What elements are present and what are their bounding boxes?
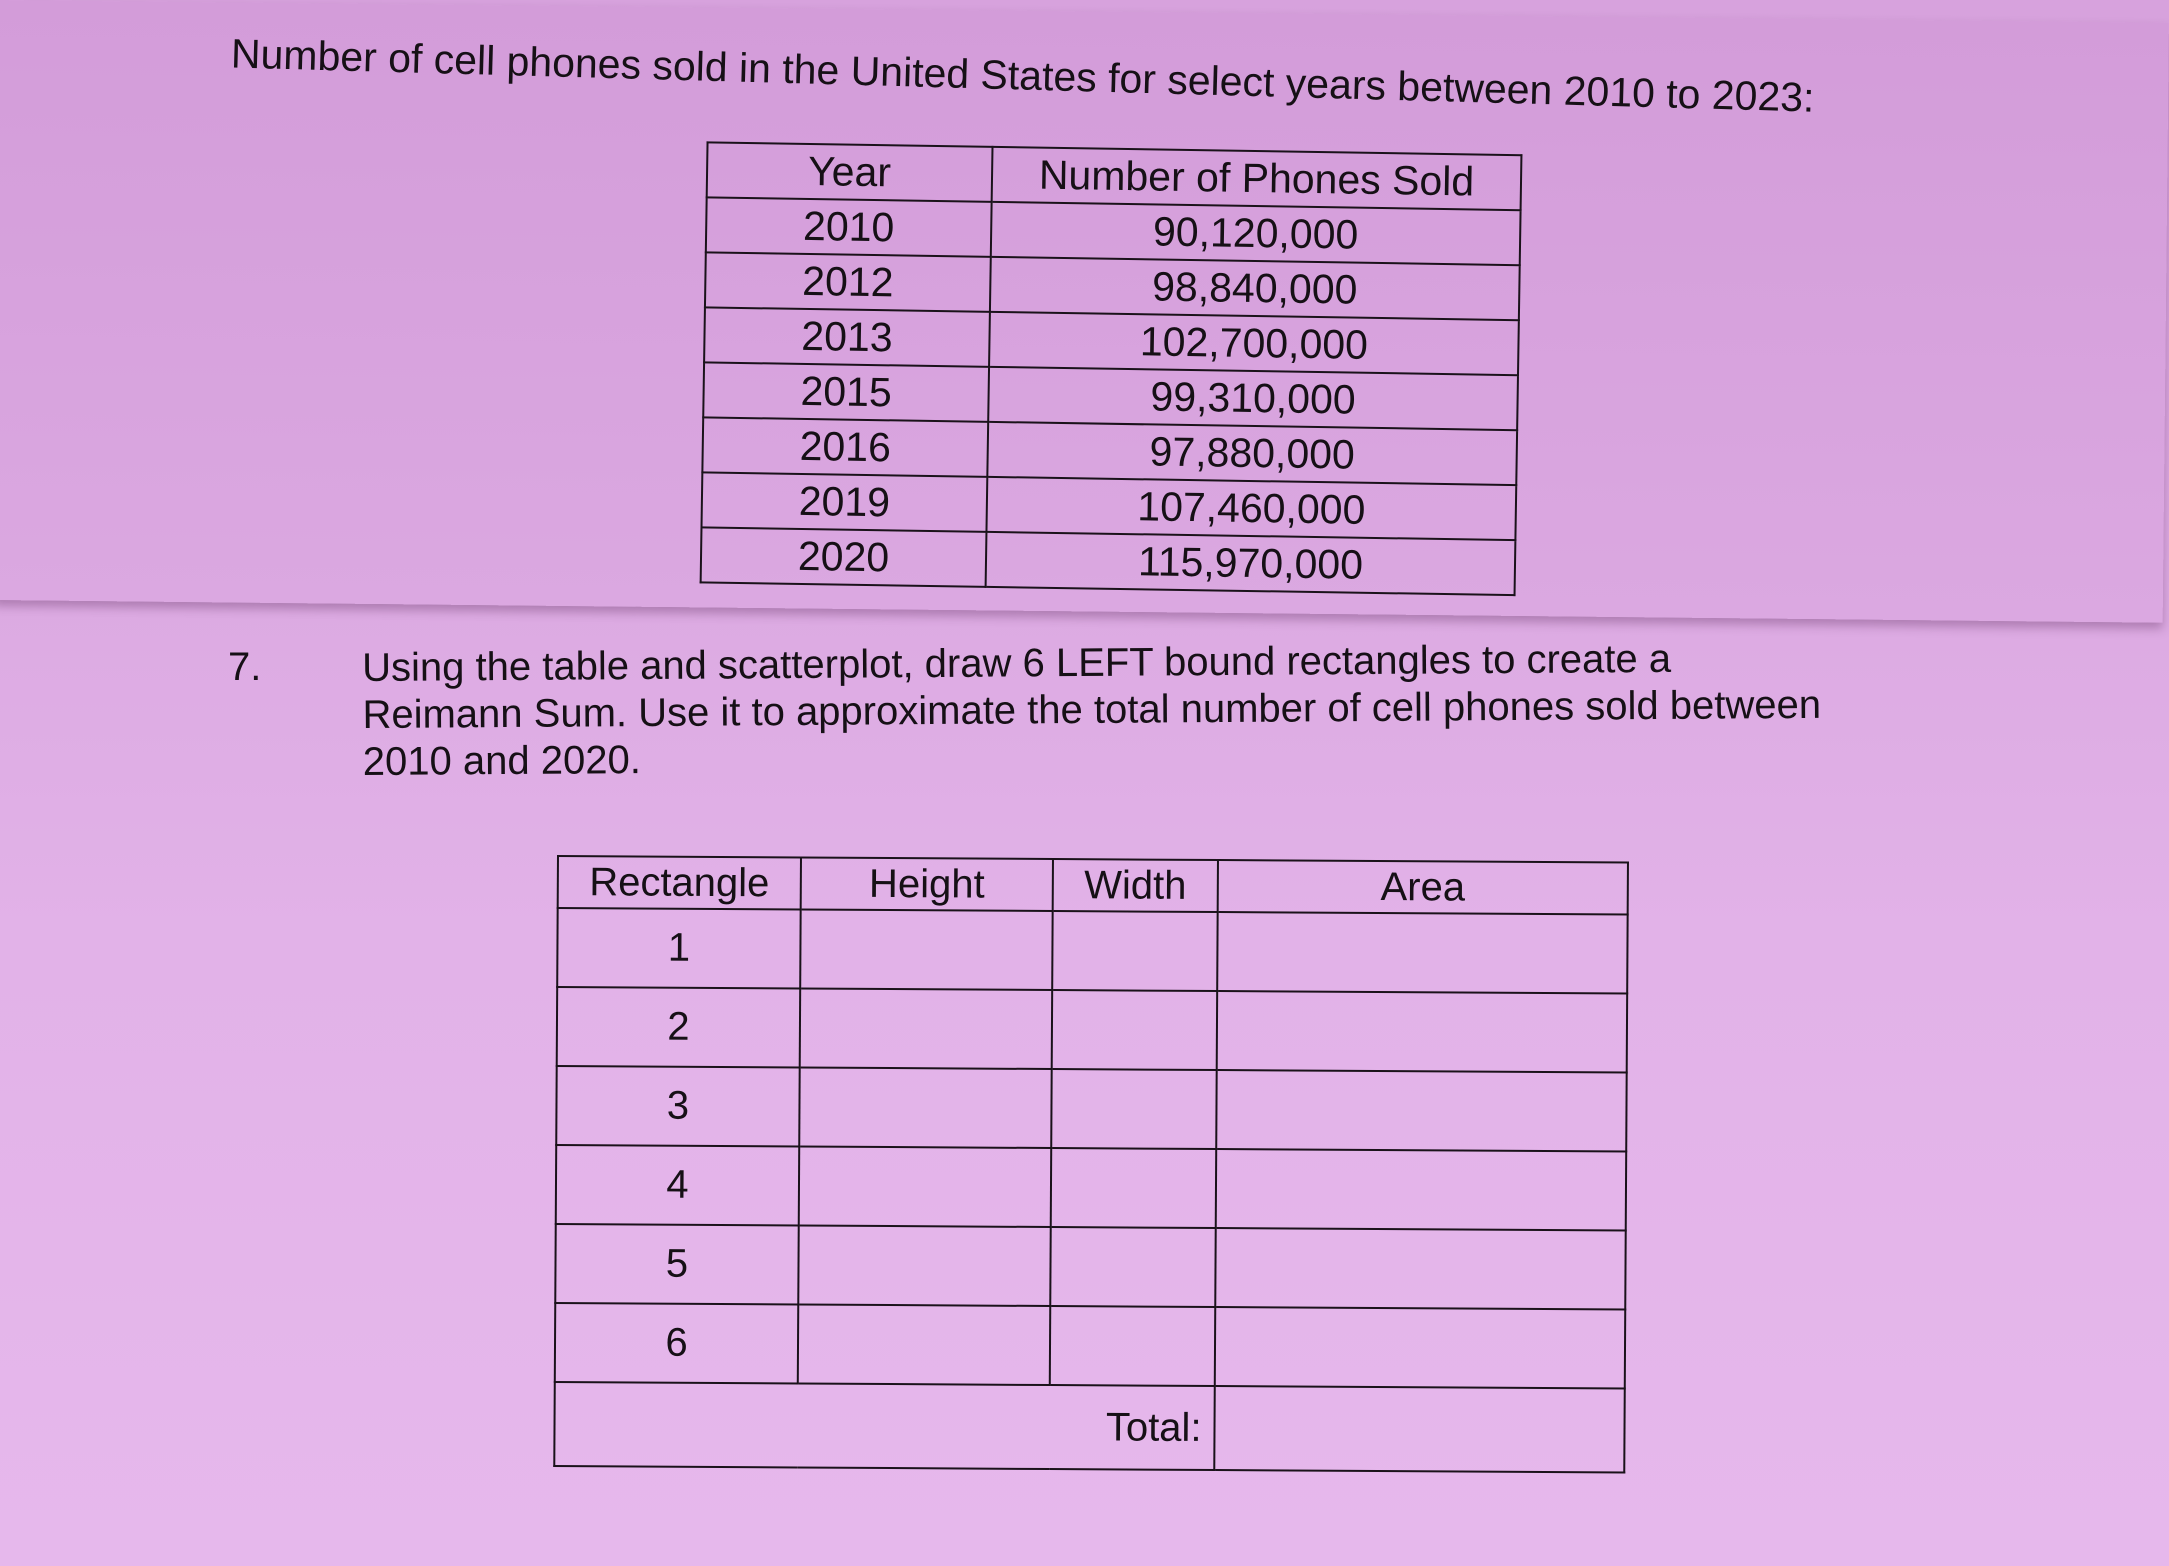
phones-cell: 97,880,000 xyxy=(987,422,1517,485)
table-row xyxy=(557,987,1627,1073)
question-number: 7. xyxy=(228,645,262,689)
table-row xyxy=(556,1066,1626,1152)
area-cell[interactable] xyxy=(1216,1149,1626,1231)
area-cell[interactable] xyxy=(1216,1070,1626,1152)
phones-cell: 107,460,000 xyxy=(986,477,1516,540)
area-cell[interactable] xyxy=(1215,1228,1625,1310)
table-row xyxy=(556,1145,1626,1231)
width-cell[interactable] xyxy=(1050,1306,1215,1386)
header-height: Height xyxy=(801,857,1053,911)
table-row xyxy=(555,1303,1625,1389)
header-area: Area xyxy=(1218,860,1628,915)
total-label: Total: xyxy=(554,1382,1215,1470)
phones-cell: 98,840,000 xyxy=(990,257,1520,320)
rectangle-number: 3 xyxy=(556,1066,799,1146)
height-cell[interactable] xyxy=(800,988,1052,1069)
rectangle-number: 1 xyxy=(557,908,800,988)
year-cell: 2012 xyxy=(705,252,991,311)
year-cell: 2010 xyxy=(706,197,992,256)
width-cell[interactable] xyxy=(1052,990,1217,1070)
year-cell: 2013 xyxy=(704,307,990,366)
riemann-sum-table xyxy=(553,855,1629,1474)
width-cell[interactable] xyxy=(1052,911,1217,991)
rectangle-number: 6 xyxy=(555,1303,798,1383)
phones-cell: 115,970,000 xyxy=(986,532,1516,595)
phones-sold-table xyxy=(700,141,1523,596)
width-cell[interactable] xyxy=(1050,1227,1215,1307)
header-width: Width xyxy=(1053,859,1218,912)
area-cell[interactable] xyxy=(1217,991,1627,1073)
table-row xyxy=(701,527,1516,595)
total-cell[interactable] xyxy=(1214,1386,1625,1473)
year-cell: 2020 xyxy=(701,527,987,586)
upper-page xyxy=(0,0,2169,623)
header-rectangle: Rectangle xyxy=(558,856,801,909)
phones-cell: 99,310,000 xyxy=(988,367,1518,430)
height-cell[interactable] xyxy=(799,1067,1051,1148)
area-cell[interactable] xyxy=(1217,912,1627,994)
year-cell: 2019 xyxy=(701,472,987,531)
height-cell[interactable] xyxy=(798,1225,1050,1306)
rectangle-number: 4 xyxy=(556,1145,799,1225)
worksheet-title: Number of cell phones sold in the United States for select years between 2010 to 2023: xyxy=(230,30,1816,121)
height-cell[interactable] xyxy=(799,1146,1051,1227)
table-header-row xyxy=(558,856,1628,915)
height-cell[interactable] xyxy=(798,1304,1050,1385)
total-row xyxy=(554,1382,1624,1473)
table-row xyxy=(555,1224,1625,1310)
rectangle-number: 5 xyxy=(555,1224,798,1304)
year-cell: 2016 xyxy=(702,417,988,476)
table-row xyxy=(557,908,1627,994)
width-cell[interactable] xyxy=(1051,1148,1216,1228)
question-text: Using the table and scatterplot, draw 6 LEFT bound rectangles to create a Reimann Sum. Use it to approximate the total number of cell phones sold between 2010 and 2020. xyxy=(362,636,1822,784)
height-cell[interactable] xyxy=(800,909,1052,990)
header-phones-sold: Number of Phones Sold xyxy=(992,147,1522,210)
header-year: Year xyxy=(707,142,993,201)
year-cell: 2015 xyxy=(703,362,989,421)
area-cell[interactable] xyxy=(1215,1307,1625,1389)
rectangle-number: 2 xyxy=(557,987,800,1067)
width-cell[interactable] xyxy=(1051,1069,1216,1149)
phones-cell: 102,700,000 xyxy=(989,312,1519,375)
phones-cell: 90,120,000 xyxy=(991,202,1521,265)
